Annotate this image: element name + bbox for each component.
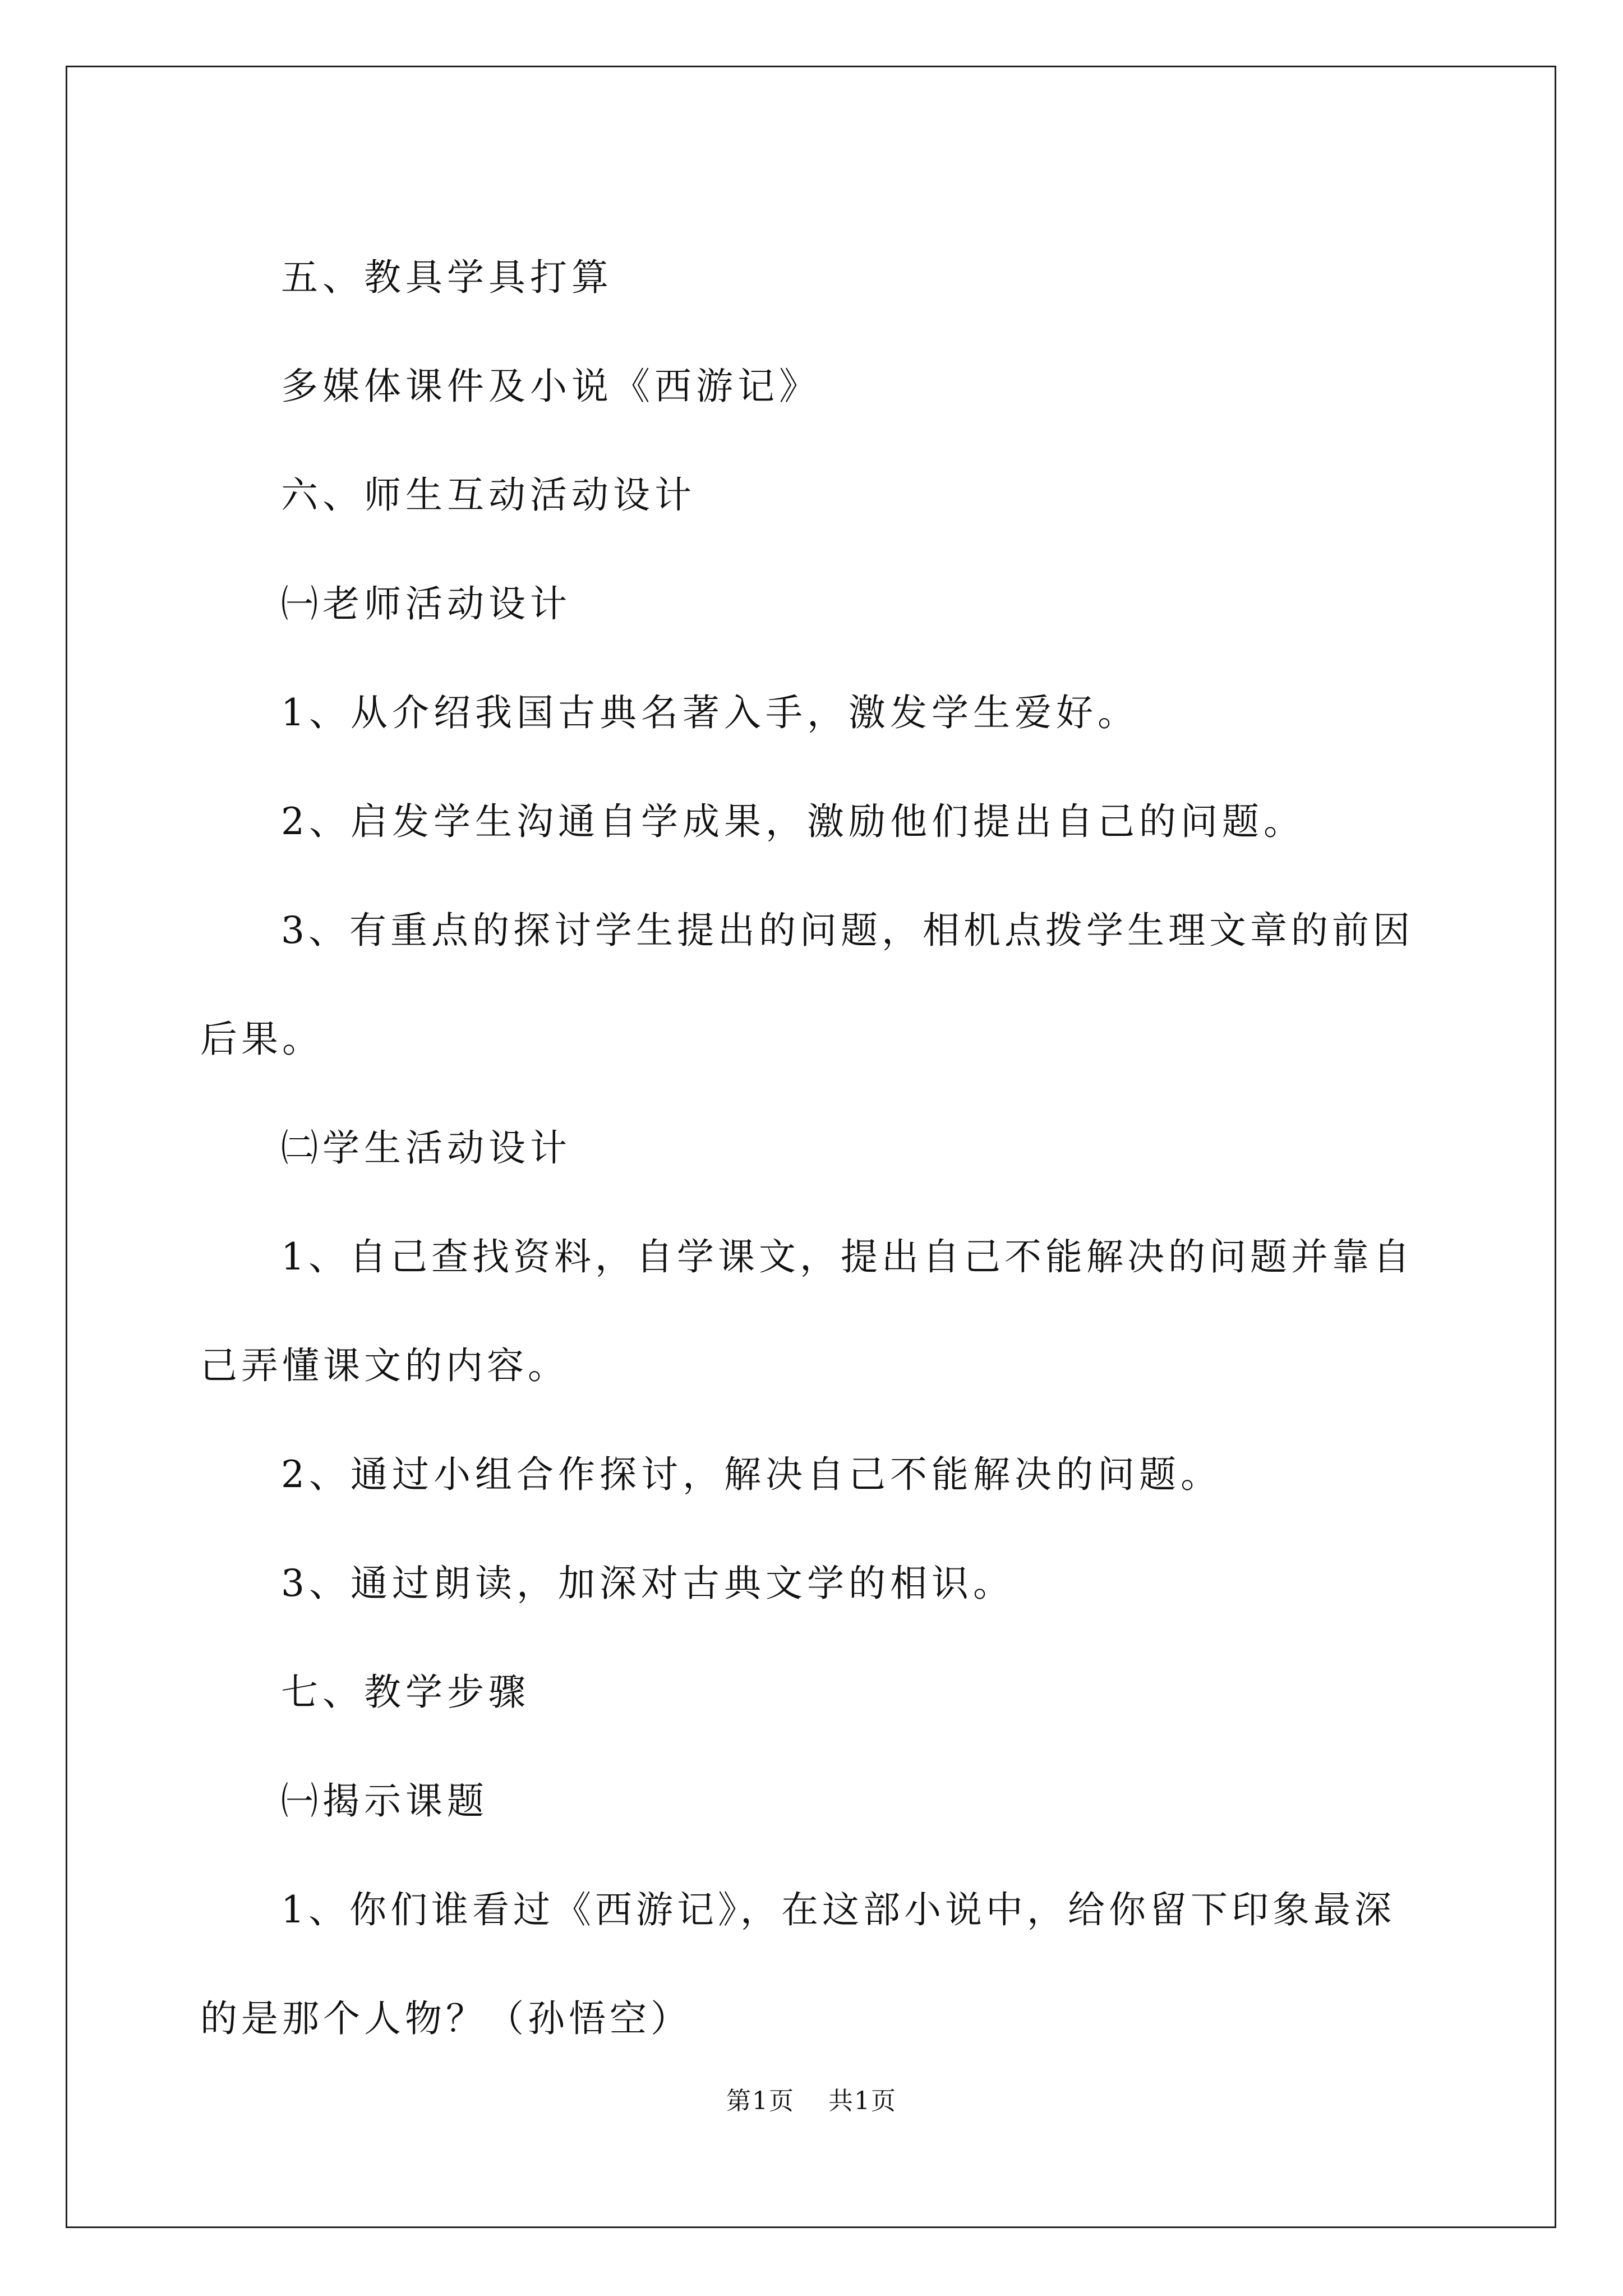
- paragraph: 1、你们谁看过《西游记》，在这部小说中，给你留下印象最深的是那个人物？（孙悟空）: [200, 1888, 1395, 2040]
- page-footer: [0, 2085, 1623, 2118]
- paragraph-heading-6: 六、师生互动活动设计: [281, 473, 696, 517]
- paragraph-heading-5: 五、教具学具打算: [281, 256, 613, 299]
- paragraph: 1、从介绍我国古典名著入手，激发学生爱好。: [281, 691, 1139, 734]
- paragraph-subheading: ㈡学生活动设计: [281, 1126, 571, 1170]
- document-body: [200, 223, 1434, 2073]
- paragraph: 3、有重点的探讨学生提出的问题，相机点拨学生理文章的前因后果。: [200, 909, 1414, 1061]
- page-number: 第1页: [726, 2087, 795, 2115]
- paragraph-heading-7: 七、教学步骤: [281, 1671, 530, 1714]
- paragraph: 2、启发学生沟通自学成果，激励他们提出自己的问题。: [281, 800, 1305, 843]
- page-total: 共1页: [828, 2087, 897, 2115]
- paragraph: 1、自己查找资料，自学课文，提出自己不能解决的问题并靠自己弄懂课文的内容。: [200, 1235, 1414, 1387]
- paragraph: 3、通过朗读，加深对古典文学的相识。: [281, 1562, 1015, 1605]
- paragraph-subheading: ㈠揭示课题: [281, 1779, 488, 1823]
- paragraph: 多媒体课件及小说《西游记》: [281, 365, 820, 408]
- paragraph: 2、通过小组合作探讨，解决自己不能解决的问题。: [281, 1453, 1222, 1496]
- paragraph-subheading: ㈠老师活动设计: [281, 582, 571, 625]
